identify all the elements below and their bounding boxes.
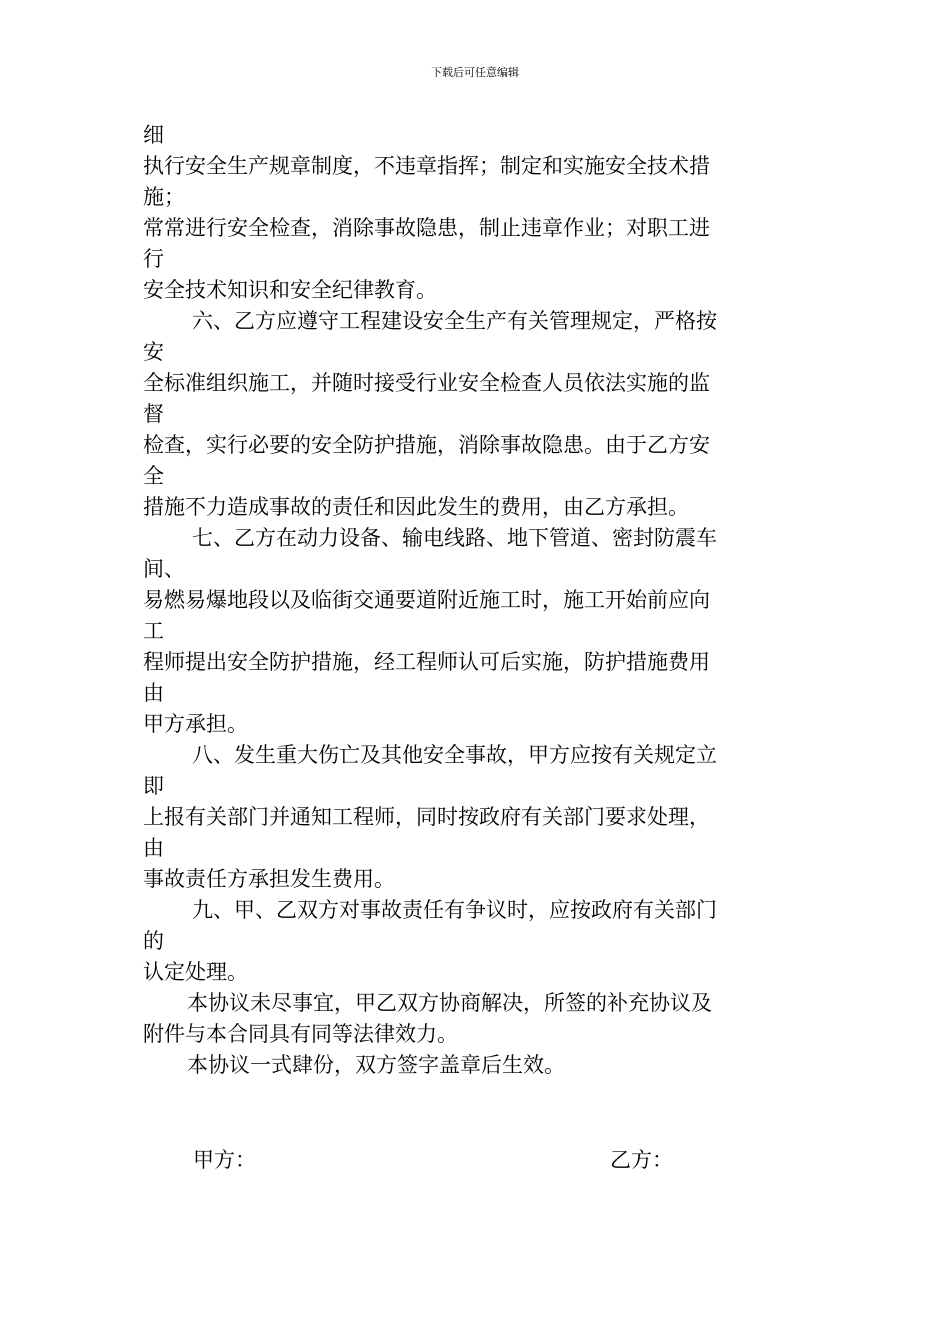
party-a-signature-label: 甲方： bbox=[193, 1148, 256, 1172]
text-line: 常常进行安全检查，消除事故隐患，制止违章作业；对职工进 bbox=[143, 216, 710, 240]
text-line: 七、乙方在动力设备、输电线路、地下管道、密封防震车 bbox=[192, 526, 717, 550]
text-line: 甲方承担。 bbox=[143, 712, 248, 736]
text-line: 检查，实行必要的安全防护措施，消除事故隐患。由于乙方安 bbox=[143, 433, 710, 457]
text-line: 全 bbox=[143, 464, 164, 488]
text-line: 全标准组织施工，并随时接受行业安全检查人员依法实施的监 bbox=[143, 371, 710, 395]
text-line: 工 bbox=[143, 619, 164, 643]
text-line: 执行安全生产规章制度，不违章指挥；制定和实施安全技术措 bbox=[143, 154, 710, 178]
signature-block bbox=[0, 1144, 950, 1176]
text-line: 施； bbox=[143, 185, 185, 209]
text-line: 细 bbox=[143, 123, 164, 147]
text-line: 行 bbox=[143, 247, 164, 271]
text-line: 六、乙方应遵守工程建设安全生产有关管理规定，严格按 bbox=[192, 309, 717, 333]
text-line: 措施不力造成事故的责任和因此发生的费用，由乙方承担。 bbox=[143, 495, 689, 519]
text-line: 由 bbox=[143, 836, 164, 860]
text-line: 八、发生重大伤亡及其他安全事故，甲方应按有关规定立 bbox=[192, 743, 717, 767]
text-line: 安全技术知识和安全纪律教育。 bbox=[143, 278, 437, 302]
text-line: 附件与本合同具有同等法律效力。 bbox=[143, 1022, 458, 1046]
page-header: 下载后可任意编辑 bbox=[431, 66, 519, 79]
text-line: 即 bbox=[143, 774, 164, 798]
text-line: 上报有关部门并通知工程师，同时按政府有关部门要求处理， bbox=[143, 805, 710, 829]
text-line: 的 bbox=[143, 929, 164, 953]
text-line: 间、 bbox=[143, 557, 185, 581]
text-line: 督 bbox=[143, 402, 164, 426]
document-body bbox=[143, 120, 813, 1081]
text-line: 由 bbox=[143, 681, 164, 705]
text-line: 九、甲、乙双方对事故责任有争议时，应按政府有关部门 bbox=[192, 898, 717, 922]
text-line: 本协议未尽事宜，甲乙双方协商解决，所签的补充协议及 bbox=[187, 991, 712, 1015]
text-line: 事故责任方承担发生费用。 bbox=[143, 867, 395, 891]
text-line: 程师提出安全防护措施，经工程师认可后实施，防护措施费用 bbox=[143, 650, 710, 674]
text-line: 本协议一式肆份，双方签字盖章后生效。 bbox=[187, 1053, 565, 1077]
text-line: 易燃易爆地段以及临街交通要道附近施工时，施工开始前应向 bbox=[143, 588, 710, 612]
text-line: 认定处理。 bbox=[143, 960, 248, 984]
text-line: 安 bbox=[143, 340, 164, 364]
party-b-signature-label: 乙方： bbox=[610, 1148, 673, 1172]
